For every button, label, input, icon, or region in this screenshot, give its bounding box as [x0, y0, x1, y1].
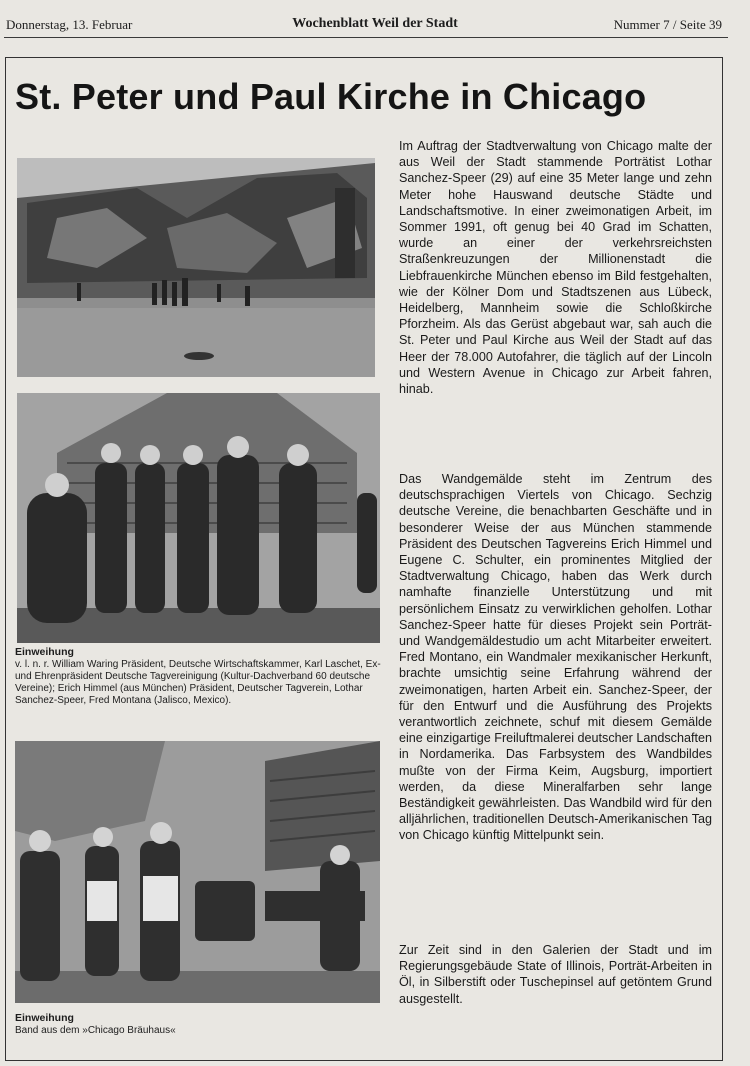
caption-1-title: Einweihung	[15, 646, 74, 658]
dedication-ceremony-photo	[17, 393, 380, 643]
issue-page-number: Nummer 7 / Seite 39	[613, 17, 722, 32]
page-header	[0, 0, 750, 38]
caption-2-title: Einweihung	[15, 1012, 74, 1024]
caption-1-text: v. l. n. r. William Waring Präsident, Deutsche Wirtschaftskammer, Karl Laschet, Ex- und Ehrenpräsident Deutsche Tagvereinigung (Kultur-Dachverband 60 deutsche Vereine); Erich Himmel (aus München) Präsident, Deutscher Tagverein, Lothar Sanchez-Speer, Fred Montana (Jalisco, Mexico).	[15, 659, 381, 706]
caption-2-text: Band aus dem »Chicago Bräuhaus«	[15, 1025, 176, 1036]
band-photo	[15, 741, 380, 1003]
article-headline: St. Peter und Paul Kirche in Chicago	[15, 76, 647, 117]
publication-name: Wochenblatt Weil der Stadt	[292, 16, 458, 31]
article-paragraph-2: Das Wandgemälde steht im Zentrum des deutschsprachigen Viertels von Chicago. Sechzig deutsche Vereine, die benachbarten Geschäfte und in besonderer Weise der aus München stammende Präsident des Deutschen Tagvereins Erich Himmel und Eugene C. Schulter, ein prominentes Mitglied der Stadtverwaltung Chicago, haben das Werk durch namhafte finanzielle Unterstützung und mit persönlichem Einsatz zu verwirklichen geholfen. Lothar Sanchez-Speer hatte für dieses Projekt sein Porträt- und Wandgemäldestudio um acht Mitarbeiter erweitert. Fred Montano, ein Wandmaler mexikanischer Herkunft, brachte umsichtig seine Erfahrung während der zweimonatigen, harten Arbeit ein. Sanchez-Speer, der für den Entwurf und die Ausführung des Projekts verantwortlich zeichnete, schuf mit diesem Gemälde eine einzigartige Freiluftmalerei deutscher Landschaften in Nordamerika. Das Farbsystem des Wandbildes mußte von der Firma Keim, Augsburg, importiert werden, da diese Mineralfarben sehr lange Beständigkeit gewährleisten. Das Wandbild wird für den alljährlichen, traditionellen Deutsch-Amerikanischen Tag von Chicago künftig Mittelpunkt sein.	[399, 472, 712, 843]
article-paragraph-1: Im Auftrag der Stadtverwaltung von Chicago malte der aus Weil der Stadt stammende Porträtist Lothar Sanchez-Speer (29) auf eine 35 Meter lange und zehn Meter hohe Hauswand deutsche Städte und Landschaftsmotive. In einer zweimonatigen Arbeit, im Sommer 1991, oft genug bei 40 Grad im Schatten, wurde an einer der verkehrsreichsten Straßenkreuzungen der Millionenstadt die Liebfrauenkirche München ebenso im Bild festgehalten, wie der Kölner Dom und Stadtszenen aus Lübeck, Heidelberg, Mannheim sowie die Schloßkirche Pforzheim. Als das Gerüst abgebaut war, sah auch die St. Peter und Paul Kirche aus Weil der Stadt auf das Heer der 78.000 Autofahrer, die täglich auf der Lincoln und Western Avenue in Chicago zur Arbeit fahren, hinab.	[399, 139, 712, 397]
article-paragraph-3: Zur Zeit sind in den Galerien der Stadt und im Regierungsgebäude State of Illinois, Porträt-Arbeiten in Öl, in Silberstift oder Tuschepinsel auf getöntem Grund ausgestellt.	[399, 943, 712, 1006]
header-rule	[4, 37, 728, 38]
issue-date: Donnerstag, 13. Februar	[6, 17, 133, 32]
mural-wall-photo	[17, 158, 375, 377]
